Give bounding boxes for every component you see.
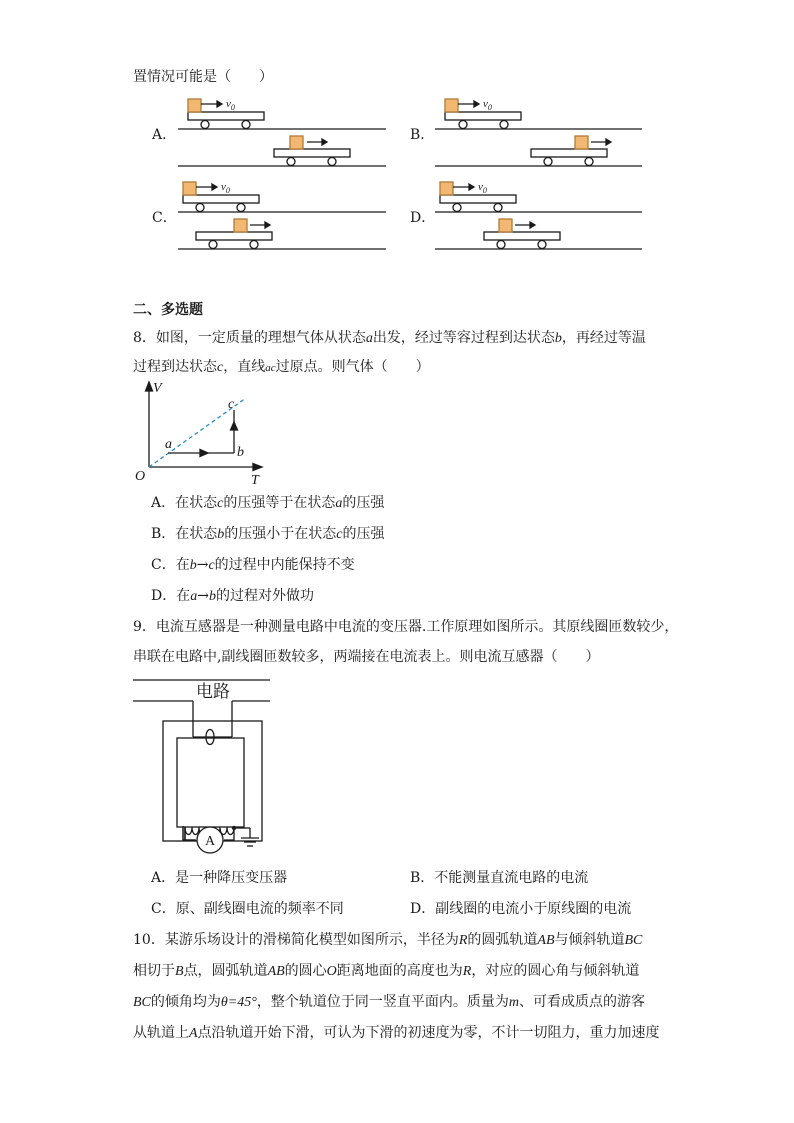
q10-var: O [326,964,337,979]
q10-var: θ=45° [220,995,257,1010]
section-title: 二、多选题 [133,302,203,318]
opt-var: c [217,496,224,511]
q9-line-1: 9．电流互感器是一种测量电路中电流的变压器.工作原理如图所示。其原线圈匝数较少， [133,619,679,635]
arrow-glyph: → [197,588,209,604]
q7-label-a: A． [152,127,177,143]
q10-var: BC [133,995,151,1010]
opt-var: a [190,589,198,604]
arrow-glyph: → [196,557,209,573]
opt-var: b [217,527,225,542]
q7-stem-tail: 置情况可能是（ ） [133,69,273,85]
q10-text: ，对应的圆心角与倾斜轨道 [471,963,640,979]
q10-text: 距离地面的高度也为 [336,963,463,979]
q10-text: 10．某游乐场设计的滑梯简化模型如图所示，半径为 [133,932,459,948]
q10-text: 从轨道上 [133,1025,189,1041]
q10-text: 与倾斜轨道 [554,932,625,948]
q8-text: 过原点。则气体（ ） [275,359,430,375]
q8-var-ac: ac [265,362,276,374]
opt-text: 的过程中内能保持不变 [214,557,355,573]
q10-var: AB [537,933,555,948]
q10-text: 、可看成质点的游客 [518,994,645,1010]
label-b: b [237,445,244,460]
q7-label-b: B． [410,127,435,143]
label-origin: O [135,469,146,484]
core-outer [163,721,262,841]
q10-text: 的圆心 [284,963,327,979]
q9-option-a: A．是一种降压变压器 [151,870,288,886]
q10-line-3 [133,993,645,1012]
q8-text: ，再经过等温 [561,330,646,346]
label-c: c [228,397,235,412]
opt-var: a [335,496,343,511]
q8-var-b: b [554,331,562,346]
primary-coil [193,730,232,745]
opt-var: c [336,527,343,542]
opt-text: 的过程对外做功 [215,588,314,604]
q7-label-c: C． [152,210,177,226]
opt-var: c [208,558,215,573]
q10-var: AB [267,964,285,979]
opt-var: b [208,589,216,604]
opt-text: B．在状态 [151,526,218,542]
q10-var: m [508,995,519,1010]
circuit-label: 电路 [196,682,230,701]
core-inner [177,738,244,827]
q10-var: A [189,1026,198,1041]
q8-var-a: a [365,331,373,346]
q10-line-4 [133,1024,660,1043]
label-a: a [165,437,172,452]
ammeter-label: A [204,834,216,849]
junction-dot [232,826,236,830]
v0-label-d: $v_0$ [478,181,487,195]
v0-label-b: $v_0$ [483,98,492,112]
opt-text: 的压强 [342,495,385,511]
opt-text: A．在状态 [151,495,218,511]
q9-option-b: B．不能测量直流电路的电流 [410,870,589,886]
opt-text: D．在 [151,588,191,604]
v0-label-c: $v_0$ [221,181,230,195]
opt-text: C．在 [151,557,190,573]
q10-text: 点，圆弧轨道 [183,963,268,979]
opt-text: 的压强小于在状态 [224,526,337,542]
q9-option-c: C．原、副线圈电流的频率不同 [151,901,344,917]
q10-var: R [462,964,472,979]
q10-line-2 [133,962,639,981]
q10-text: 相切于 [133,963,175,979]
q9-option-d: D．副线圈的电流小于原线圈的电流 [410,901,632,917]
label-v: V [153,381,162,396]
q8-text: 过程到达状态 [133,359,217,375]
q10-line-1 [133,931,642,950]
q9-line-2: 串联在电路中,副线圈匝数较多，两端接在电流表上。则电流互感器（ ） [133,649,600,665]
q8-text: ，直线 [223,359,266,375]
v0-label-a: $v_0$ [226,98,235,112]
q8-text: 出发，经过等容过程到达状态 [372,330,555,346]
q10-var: BC [624,933,643,948]
q8-var-c: c [217,360,224,375]
q10-text: ，整个轨道位于同一竖直平面内。质量为 [256,994,509,1010]
label-t: T [251,473,259,488]
q10-text: 点沿轨道开始下滑，可认为下滑的初速度为零，不计一切阻力，重力加速度 [197,1025,660,1041]
opt-text: 的压强 [342,526,385,542]
opt-var: b [189,558,197,573]
q10-text: 的圆弧轨道 [467,932,538,948]
q8-text: 8．如图，一定质量的理想气体从状态 [133,330,366,346]
q10-var: B [175,964,184,979]
opt-text: 的压强等于在状态 [223,495,336,511]
q10-var: R [458,933,468,948]
q7-label-d: D． [410,210,436,226]
q10-text: 的倾角均为 [150,994,221,1010]
